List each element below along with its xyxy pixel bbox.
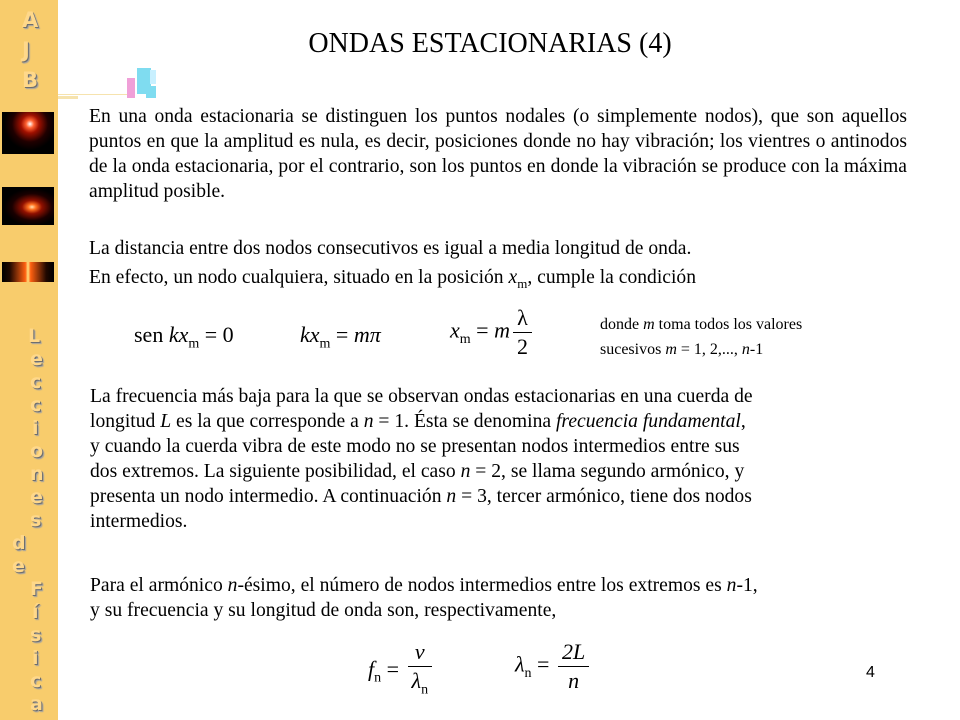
sidebar-letter-c: c (30, 394, 42, 416)
variable: m (665, 341, 677, 358)
eq-text: = (330, 322, 354, 347)
text: -ésimo, el número de nodos intermedios entre los extremos es (237, 575, 727, 596)
logo-letter-j: J (22, 38, 30, 62)
eq-sub: n (421, 682, 429, 698)
sidebar-letter-a: a (30, 693, 43, 715)
text-line: y su frecuencia y su longitud de onda son, respectivamente, (90, 600, 557, 621)
text: = 3, tercer armónico, tiene dos nodos (456, 486, 752, 507)
photo-laser-2 (2, 187, 54, 225)
sidebar-letter-i: i (32, 417, 39, 439)
fraction-lambda-half (513, 304, 532, 361)
eq-text: = (470, 317, 495, 343)
sidebar-letter-e: e (12, 555, 25, 577)
text: toma todos los valores (654, 316, 803, 333)
text: es la que corresponde a (171, 411, 364, 432)
equation-kx-condition (300, 322, 381, 352)
equation-harmonic-frequency (368, 638, 435, 704)
sidebar-letter-s: s (30, 509, 42, 531)
eq-sub: m (188, 336, 200, 352)
text: Para el armónico (90, 575, 228, 596)
text: = 2, se llama segundo armónico, y (470, 461, 745, 482)
eq-var: λ (411, 668, 422, 693)
variable: n (446, 486, 457, 507)
accent-block-cyan-2 (146, 86, 156, 98)
page-number: 4 (866, 664, 875, 681)
text: , cumple la condición (527, 267, 697, 288)
fraction-numerator: v (408, 638, 433, 667)
sidebar-letter-i-accent: í (32, 601, 39, 623)
text: -1, (736, 575, 758, 596)
eq-text: = 0 (199, 322, 234, 347)
logo-letter-b: B (22, 68, 39, 92)
variable: n (363, 411, 374, 432)
eq-text: = (531, 651, 555, 677)
text-line: intermedios. (90, 511, 188, 532)
variable: n (741, 341, 750, 358)
eq-var: kx (300, 322, 320, 347)
text-line: La frecuencia más baja para la que se observan ondas estacionarias en una cuerda de (90, 386, 753, 407)
sidebar-letter-c: c (30, 371, 42, 393)
fraction-numerator: 2L (558, 638, 589, 667)
eq-var: f (368, 656, 375, 682)
sidebar-letter-f: F (30, 578, 43, 600)
eq-sub: n (524, 665, 532, 681)
variable: x (508, 267, 518, 288)
photo-laser-3 (2, 262, 54, 282)
eq-var: λ (515, 651, 525, 677)
variable: L (160, 411, 172, 432)
fraction-denominator (408, 667, 433, 704)
note-m-values-line1 (600, 314, 802, 335)
sidebar-letter-s: s (30, 624, 42, 646)
text-line: y cuando la cuerda vibra de este modo no se presentan nodos intermedios entre sus (90, 436, 740, 457)
paragraph-node-distance: La distancia entre dos nodos consecutivos es igual a media longitud de onda. (89, 238, 692, 259)
text-line (90, 459, 744, 484)
equation-harmonic-wavelength (515, 638, 592, 695)
sidebar-letter-c: c (30, 670, 42, 692)
text: sucesivos (600, 341, 666, 358)
variable: m (643, 316, 655, 333)
variable: n (726, 575, 737, 596)
sidebar-letter-e: e (30, 348, 43, 370)
text-line (90, 484, 752, 509)
eq-text: = (381, 656, 405, 682)
eq-sub: m (319, 336, 331, 352)
sidebar-letter-e: e (30, 486, 43, 508)
text: , (740, 411, 746, 432)
text: dos extremos. La siguiente posibilidad, el caso (90, 461, 461, 482)
fraction-denominator: 2 (516, 334, 528, 359)
note-m-values-line2 (600, 339, 763, 360)
sidebar-letter-n: n (30, 463, 44, 485)
sidebar-letter-l: L (28, 325, 41, 347)
text: En efecto, un nodo cualquiera, situado en la posición (89, 267, 509, 288)
equation-sin-condition (134, 322, 234, 352)
text: longitud (90, 411, 161, 432)
decorative-accent (58, 96, 78, 99)
decorative-accent-line (58, 92, 133, 94)
eq-var: x (450, 317, 460, 343)
emphasis: frecuencia fundamental (555, 411, 741, 432)
equation-node-position (450, 304, 535, 361)
eq-text: sen (134, 322, 169, 347)
fraction-denominator: n (568, 668, 580, 693)
sidebar-letter-d: d (12, 532, 26, 554)
paragraph-nodes-definition: En una onda estacionaria se distinguen los puntos nodales (o simplemente nodos), que son aquellos puntos en que la amplitud es nula, es decir, posiciones donde no hay vibración; los vientres o antinodos de la onda estacionaria, por el contrario, son los puntos en donde la vibración se produce con la máxima amplitud posible. (89, 106, 907, 202)
variable: n (227, 575, 238, 596)
sidebar (0, 0, 58, 720)
text: = 1. Ésta se denomina (373, 411, 556, 432)
eq-sub: n (374, 670, 382, 686)
eq-var: kx (168, 322, 189, 347)
eq-sub: m (459, 331, 471, 347)
logo-letter-a: A (22, 8, 39, 32)
variable: n (460, 461, 471, 482)
page-title: ONDAS ESTACIONARIAS (4) (308, 28, 672, 59)
text-line (90, 409, 746, 434)
sidebar-letter-o: o (30, 440, 44, 462)
subscript: m (517, 275, 528, 291)
sidebar-letter-i: i (32, 647, 39, 669)
text: = 1, 2,..., (676, 341, 742, 358)
text-line (90, 573, 758, 598)
fraction-numerator: λ (513, 304, 532, 333)
photo-laser-1 (2, 112, 54, 154)
accent-block-pale (150, 70, 156, 84)
paragraph-node-condition (89, 265, 696, 296)
eq-var: mπ (353, 322, 381, 347)
fraction-v-over-lambda (408, 638, 433, 704)
text: donde (600, 316, 644, 333)
text: presenta un nodo intermedio. A continuación (90, 486, 447, 507)
text: -1 (749, 341, 764, 358)
fraction-2l-over-n (558, 638, 589, 695)
accent-block-pink (127, 78, 135, 98)
eq-var: m (494, 317, 510, 343)
